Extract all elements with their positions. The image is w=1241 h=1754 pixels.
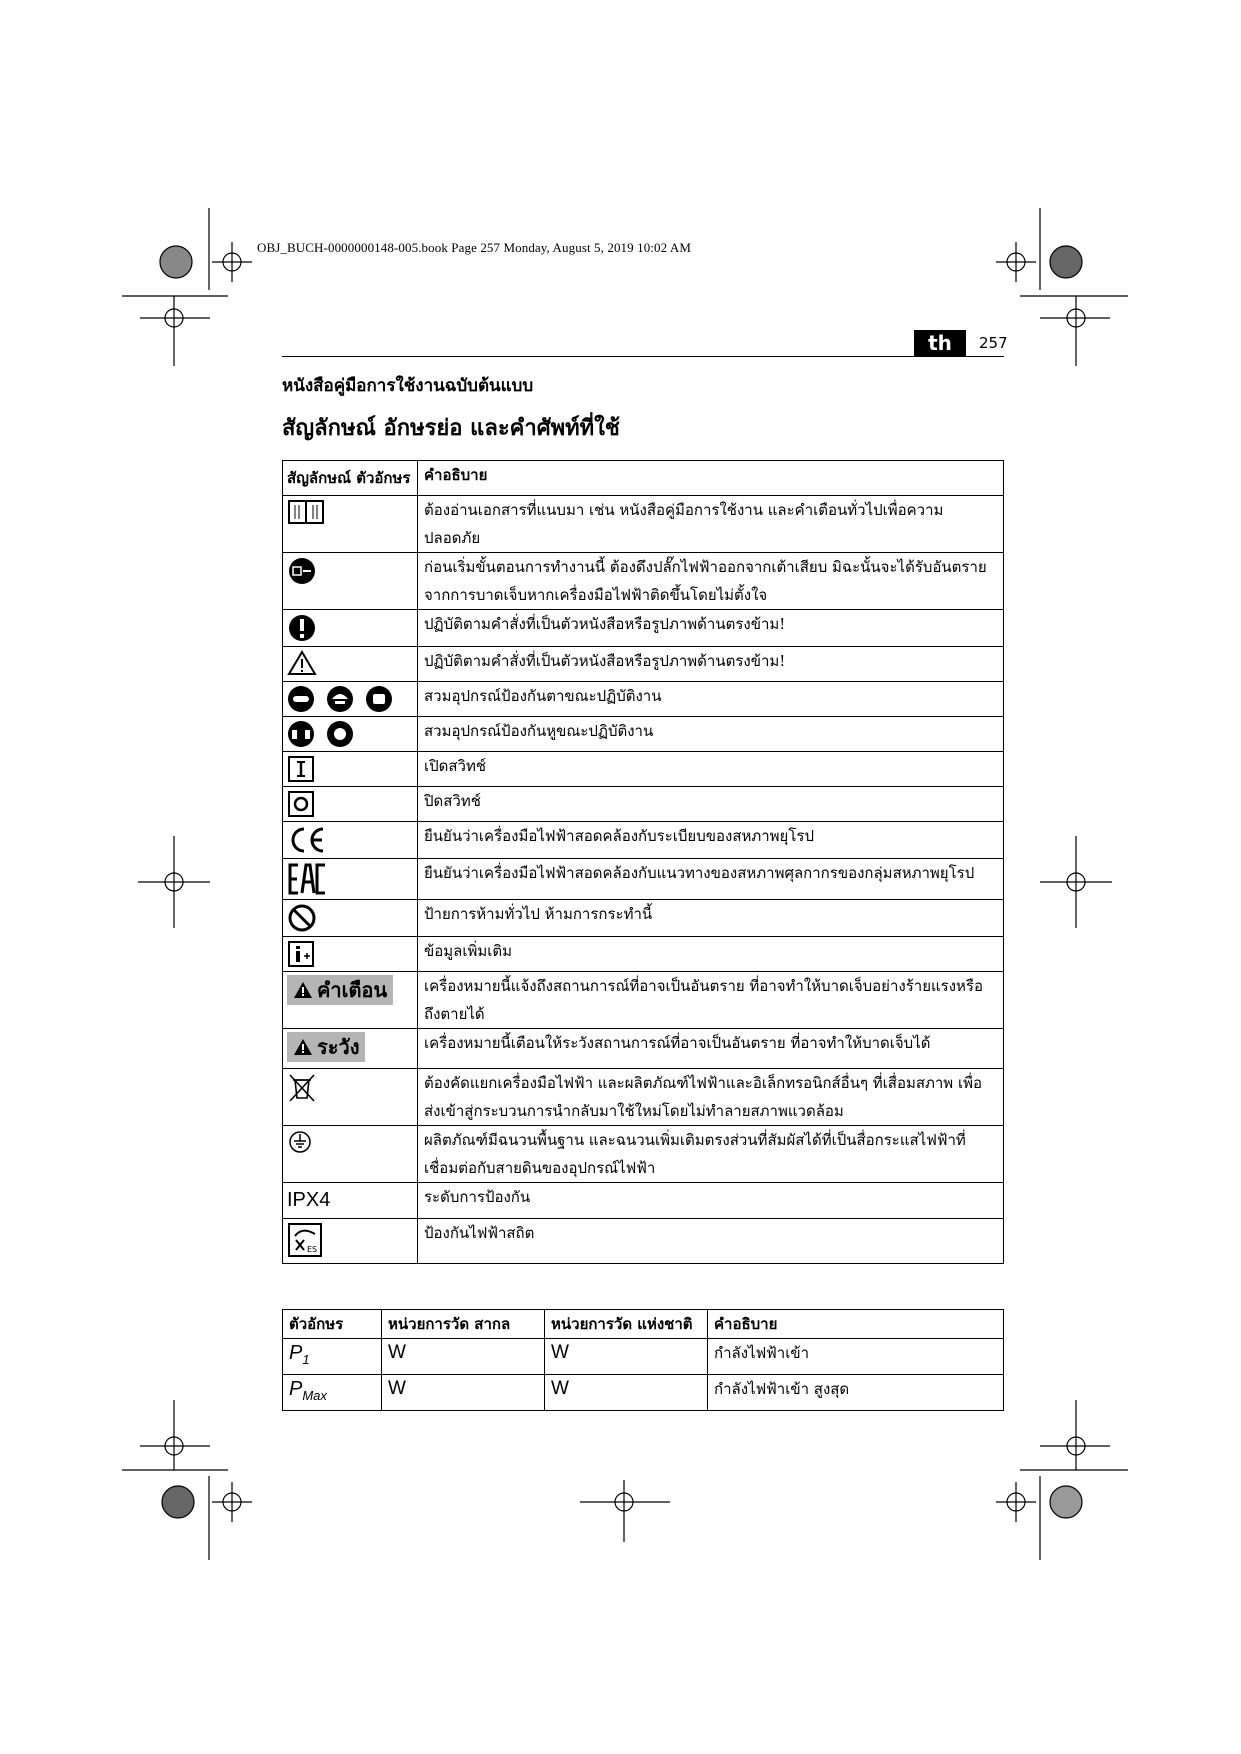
row-description: ต้องคัดแยกเครื่องมือไฟฟ้า และผลิตภัณฑ์ไฟฟ้าและอิเล็กทรอนิกส์อื่นๆ ที่เสื่อมสภาพ เพื่อส่งเข้าสู่กระบวนการนำกลับมาใช้ใหม่โดยไม่ทำลายสภาพแวดล้อม: [418, 1069, 1004, 1126]
warning-label: [287, 975, 393, 1005]
ear-protection-icons: [287, 725, 360, 743]
header-description: คำอธิบาย: [708, 1310, 1004, 1339]
row-description: ข้อมูลเพิ่มเติม: [418, 937, 1004, 972]
table-row: [283, 972, 1004, 1029]
symbol-main: P: [289, 1378, 303, 1400]
table-row: [283, 496, 1004, 553]
si-unit: W: [388, 1342, 406, 1363]
table-row: [283, 1126, 1004, 1183]
ipx4-label: IPX4: [287, 1189, 331, 1211]
header-rule: [282, 356, 1004, 357]
table-row: [283, 787, 1004, 822]
row-description: ระดับการป้องกัน: [418, 1183, 1004, 1219]
table-row: [283, 1339, 1004, 1375]
caution-label-text: ระวัง: [317, 1035, 360, 1059]
ear-muff-icon: [287, 720, 317, 748]
row-description: ป้องกันไฟฟ้าสถิต: [418, 1219, 1004, 1264]
national-unit: W: [551, 1378, 569, 1399]
row-description: สวมอุปกรณ์ป้องกันหูขณะปฏิบัติงาน: [418, 717, 1004, 752]
goggles-icon: [287, 685, 317, 713]
symbol-table-header: [283, 461, 1004, 496]
language-badge: th: [914, 330, 966, 356]
table-row: [283, 1069, 1004, 1126]
header-symbol: สัญลักษณ์ ตัวอักษร: [283, 461, 418, 496]
symbol-pmax: [289, 1378, 327, 1403]
eac-mark-icon: [287, 862, 327, 896]
table-row: [283, 717, 1004, 752]
unit-table: [282, 1309, 1004, 1411]
print-header: OBJ_BUCH-0000000148-005.book Page 257 Monday, August 5, 2019 10:02 AM: [257, 240, 691, 255]
unit-table-header: [283, 1310, 1004, 1339]
row-description: ป้ายการห้ามทั่วไป ห้ามการกระทำนี้: [418, 900, 1004, 937]
row-description: ยืนยันว่าเครื่องมือไฟฟ้าสอดคล้องกับแนวทางของสหภาพศุลกากรของกลุ่มสหภาพยุโรป: [418, 859, 1004, 900]
table-row: [283, 937, 1004, 972]
row-description: ผลิตภัณฑ์มีฉนวนพื้นฐาน และฉนวนเพิ่มเติมตรงส่วนที่สัมผัสได้ที่เป็นสื่อกระแสไฟฟ้าที่เชื่อมต่อกับสายดินของอุปกรณ์ไฟฟ้า: [418, 1126, 1004, 1183]
row-description: เครื่องหมายนี้เตือนให้ระวังสถานการณ์ที่อาจเป็นอันตราย ที่อาจทำให้บาดเจ็บได้: [418, 1029, 1004, 1069]
symbol-sub: 1: [302, 1352, 310, 1367]
row-description: เครื่องหมายนี้แจ้งถึงสถานการณ์ที่อาจเป็นอันตราย ที่อาจทำให้บาดเจ็บอย่างร้ายแรงหรือถึงตายได้: [418, 972, 1004, 1029]
switch-off-icon: [287, 790, 315, 818]
unplug-icon: [287, 556, 317, 586]
page-number: 257: [979, 334, 1008, 352]
row-description: ปิดสวิทช์: [418, 787, 1004, 822]
symbol-main: P: [289, 1342, 303, 1364]
unit-description: กำลังไฟฟ้าเข้า สูงสุด: [708, 1375, 1004, 1411]
table-row: [283, 553, 1004, 610]
header-symbol: ตัวอักษร: [283, 1310, 382, 1339]
row-description: ปฏิบัติตามคำสั่งที่เป็นตัวหนังสือหรือรูปภาพด้านตรงข้าม!: [418, 647, 1004, 682]
header-national-unit: หน่วยการวัด แห่งชาติ: [545, 1310, 708, 1339]
table-row: [283, 1183, 1004, 1219]
table-row: [283, 682, 1004, 717]
section-title: สัญลักษณ์ อักษรย่อ และคำศัพท์ที่ใช้: [282, 415, 620, 441]
table-row: [283, 610, 1004, 647]
switch-on-icon: [287, 755, 315, 783]
row-description: สวมอุปกรณ์ป้องกันตาขณะปฏิบัติงาน: [418, 682, 1004, 717]
symbol-sub: Max: [302, 1388, 327, 1403]
header-description: คำอธิบาย: [418, 461, 1004, 496]
caution-label: [287, 1032, 365, 1062]
table-row: [283, 1375, 1004, 1411]
mandatory-icon: [287, 613, 317, 643]
symbol-table: [282, 460, 1004, 1264]
table-row: [283, 900, 1004, 937]
esd-icon-letters: ES: [307, 1245, 318, 1254]
row-description: ต้องอ่านเอกสารที่แนบมา เช่น หนังสือคู่มือการใช้งาน และคำเตือนทั่วไปเพื่อความปลอดภัย: [418, 496, 1004, 553]
prohibition-icon: [287, 903, 317, 933]
table-row: [283, 859, 1004, 900]
eye-protection-icons: [287, 690, 399, 708]
row-description: เปิดสวิทช์: [418, 752, 1004, 787]
weee-bin-icon: [287, 1072, 317, 1104]
row-description: ปฏิบัติตามคำสั่งที่เป็นตัวหนังสือหรือรูปภาพด้านตรงข้าม!: [418, 610, 1004, 647]
face-shield-icon: [365, 685, 395, 713]
national-unit: W: [551, 1342, 569, 1363]
ear-plug-icon: [326, 720, 356, 748]
esd-icon: [287, 1222, 323, 1258]
table-row: [283, 822, 1004, 859]
manual-book-icon: [287, 499, 325, 525]
ground-icon: [287, 1129, 313, 1155]
warning-triangle-icon: [293, 981, 313, 999]
si-unit: W: [388, 1378, 406, 1399]
row-description: ก่อนเริ่มขั้นตอนการทำงานนี้ ต้องดึงปลั๊กไฟฟ้าออกจากเต้าเสียบ มิฉะนั้นจะได้รับอันตรายจากการบาดเจ็บหากเครื่องมือไฟฟ้าติดขึ้นโดยไม่ตั้งใจ: [418, 553, 1004, 610]
warning-triangle-icon: [287, 650, 317, 676]
table-row: [283, 1219, 1004, 1264]
header-si-unit: หน่วยการวัด สากล: [382, 1310, 545, 1339]
unit-description: กำลังไฟฟ้าเข้า: [708, 1339, 1004, 1375]
table-row: [283, 752, 1004, 787]
symbol-p1: [289, 1342, 310, 1367]
warning-triangle-icon: [293, 1038, 313, 1056]
warning-label-text: คำเตือน: [317, 978, 388, 1002]
helmet-visor-icon: [326, 685, 356, 713]
info-icon: [287, 940, 315, 968]
row-description: ยืนยันว่าเครื่องมือไฟฟ้าสอดคล้องกับระเบียบของสหภาพยุโรป: [418, 822, 1004, 859]
doc-subtitle: หนังสือคู่มือการใช้งานฉบับต้นแบบ: [282, 376, 534, 396]
ce-mark-icon: [287, 825, 327, 855]
table-row: [283, 1029, 1004, 1069]
table-row: [283, 647, 1004, 682]
